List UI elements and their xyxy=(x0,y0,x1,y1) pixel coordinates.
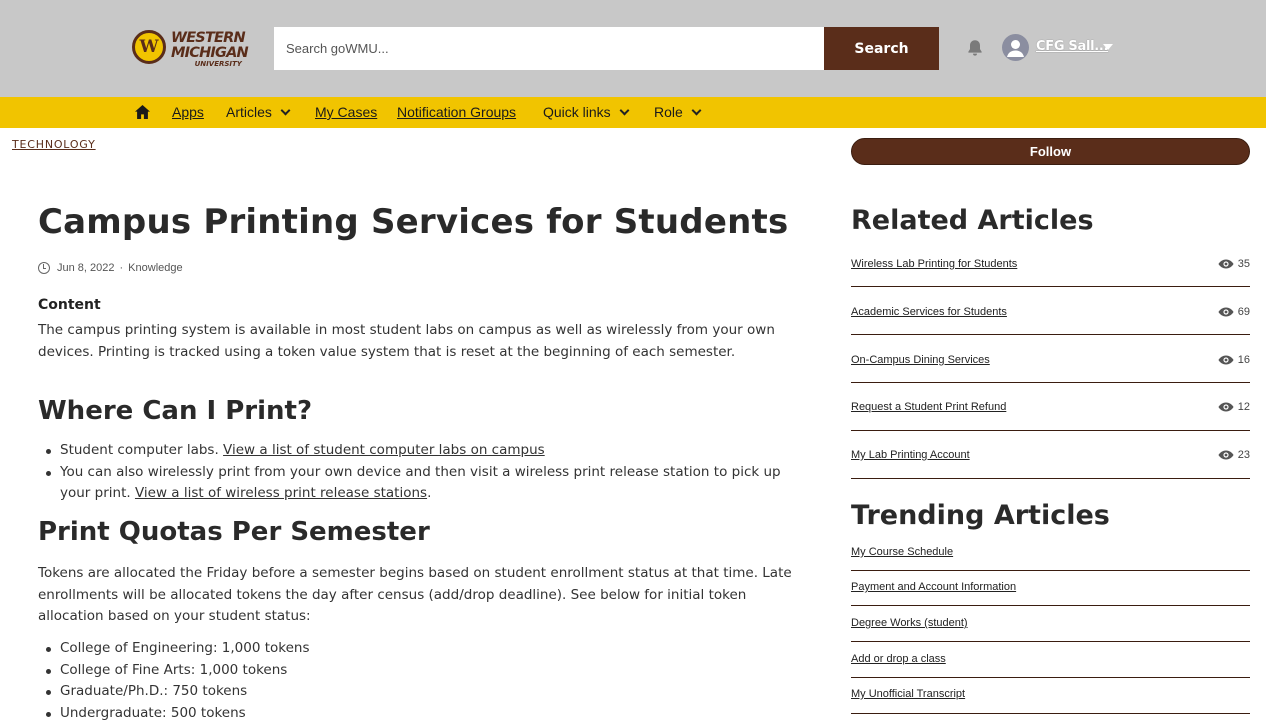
where-heading: Where Can I Print? xyxy=(38,396,313,426)
trending-article-row xyxy=(851,538,1250,571)
nav-role-label: Role xyxy=(654,104,683,120)
logo-wordmark xyxy=(171,31,248,68)
related-articles-heading: Related Articles xyxy=(851,205,1094,236)
view-count-value: 69 xyxy=(1237,306,1250,318)
logo-line-3: UNIVERSITY xyxy=(194,60,242,68)
related-article-link[interactable]: Academic Services for Students xyxy=(851,306,1007,318)
article-type: Knowledge xyxy=(128,262,183,274)
related-article-link[interactable]: On-Campus Dining Services xyxy=(851,354,990,366)
view-count-value: 16 xyxy=(1237,354,1250,366)
view-count xyxy=(1218,449,1250,461)
page-title: Campus Printing Services for Students xyxy=(38,202,789,242)
trending-article-row xyxy=(851,642,1250,678)
related-article-row xyxy=(851,431,1250,479)
list-item-text: Student computer labs. xyxy=(60,442,224,458)
trending-article-row xyxy=(851,606,1250,642)
nav-quick-links[interactable] xyxy=(543,104,628,120)
clock-icon xyxy=(38,262,50,274)
eye-icon xyxy=(1218,450,1234,460)
release-stations-link[interactable]: View a list of wireless print release stations xyxy=(134,485,428,501)
view-count xyxy=(1218,306,1250,318)
trending-article-link[interactable]: Add or drop a class xyxy=(851,653,946,665)
logo-line-2: MICHIGAN xyxy=(171,45,248,61)
bell-icon[interactable] xyxy=(965,38,985,58)
view-count xyxy=(1218,401,1250,413)
chevron-down-icon xyxy=(691,106,701,116)
home-icon[interactable] xyxy=(134,104,151,120)
intro-paragraph: The campus printing system is available in most student labs on campus as well as wirelessly from your own devices. Printing is tracked using a token value system that is reset at the beginning of each semester. xyxy=(38,322,775,360)
nav-notification-groups[interactable]: Notification Groups xyxy=(397,104,517,120)
breadcrumb-technology[interactable]: TECHNOLOGY xyxy=(12,138,96,151)
nav-role[interactable] xyxy=(654,104,700,120)
avatar-icon[interactable] xyxy=(1002,34,1029,61)
nav-articles-label: Articles xyxy=(226,104,272,120)
list-item xyxy=(60,440,800,462)
related-article-link[interactable]: My Lab Printing Account xyxy=(851,449,970,461)
trending-articles-heading: Trending Articles xyxy=(851,500,1110,531)
logo-initial: W xyxy=(139,37,159,57)
nav-quick-links-label: Quick links xyxy=(543,104,611,120)
quota-heading: Print Quotas Per Semester xyxy=(38,517,430,547)
related-article-row xyxy=(851,287,1250,335)
view-count-value: 35 xyxy=(1237,258,1250,270)
wmu-logo[interactable] xyxy=(132,30,250,68)
meta-separator: · xyxy=(119,262,124,274)
eye-icon xyxy=(1218,355,1234,365)
logo-line-1: WESTERN xyxy=(171,30,245,46)
list-item: College of Engineering: 1,000 tokens xyxy=(60,638,800,660)
article-date: Jun 8, 2022 xyxy=(57,262,115,274)
nav-articles[interactable] xyxy=(226,104,289,120)
view-count xyxy=(1218,258,1250,270)
logo-seal xyxy=(132,30,166,64)
chevron-down-icon xyxy=(619,106,629,116)
related-article-link[interactable]: Wireless Lab Printing for Students xyxy=(851,258,1018,270)
view-count xyxy=(1218,354,1250,366)
list-item: College of Fine Arts: 1,000 tokens xyxy=(60,660,800,682)
trending-article-row xyxy=(851,571,1250,606)
list-item-text: You can also wirelessly print from your own device and then visit a wireless print release station to pick up your print. xyxy=(60,463,781,501)
list-item xyxy=(60,462,800,505)
trending-article-row xyxy=(851,678,1250,714)
eye-icon xyxy=(1218,402,1234,412)
nav-apps[interactable]: Apps xyxy=(172,104,204,120)
related-article-link[interactable]: Request a Student Print Refund xyxy=(851,401,1007,413)
main-nav xyxy=(0,97,1266,128)
follow-button[interactable]: Follow xyxy=(851,138,1250,165)
list-item: Undergraduate: 500 tokens xyxy=(60,703,800,722)
list-item-after: . xyxy=(427,485,432,501)
where-list xyxy=(60,440,800,505)
trending-article-link[interactable]: Degree Works (student) xyxy=(851,617,968,629)
quota-list xyxy=(60,638,800,722)
labs-link[interactable]: View a list of student computer labs on campus xyxy=(223,442,545,458)
article-meta xyxy=(38,262,183,274)
eye-icon xyxy=(1218,259,1234,269)
list-item: Graduate/Ph.D.: 750 tokens xyxy=(60,681,800,703)
related-article-row xyxy=(851,335,1250,383)
content-label: Content xyxy=(38,297,101,313)
user-menu-caret-icon[interactable] xyxy=(1103,44,1113,50)
nav-my-cases[interactable]: My Cases xyxy=(315,104,378,120)
site-header xyxy=(0,0,1266,97)
user-menu-name[interactable]: CFG Sall... xyxy=(1036,39,1109,54)
trending-article-link[interactable]: My Course Schedule xyxy=(851,546,954,558)
related-article-row xyxy=(851,383,1250,431)
related-article-row xyxy=(851,250,1250,287)
trending-article-link[interactable]: Payment and Account Information xyxy=(851,581,1017,593)
trending-article-link[interactable]: My Unofficial Transcript xyxy=(851,688,966,700)
view-count-value: 12 xyxy=(1237,401,1250,413)
quota-paragraph: Tokens are allocated the Friday before a semester begins based on student enrollment status at that time. Late enrollments will be allocated tokens the day after census (add/drop deadline). See below for initial token allocation based on your student status: xyxy=(38,565,792,624)
eye-icon xyxy=(1218,307,1234,317)
search-button[interactable]: Search xyxy=(824,27,939,70)
search-input[interactable] xyxy=(274,27,824,70)
chevron-down-icon xyxy=(280,106,290,116)
view-count-value: 23 xyxy=(1237,449,1250,461)
